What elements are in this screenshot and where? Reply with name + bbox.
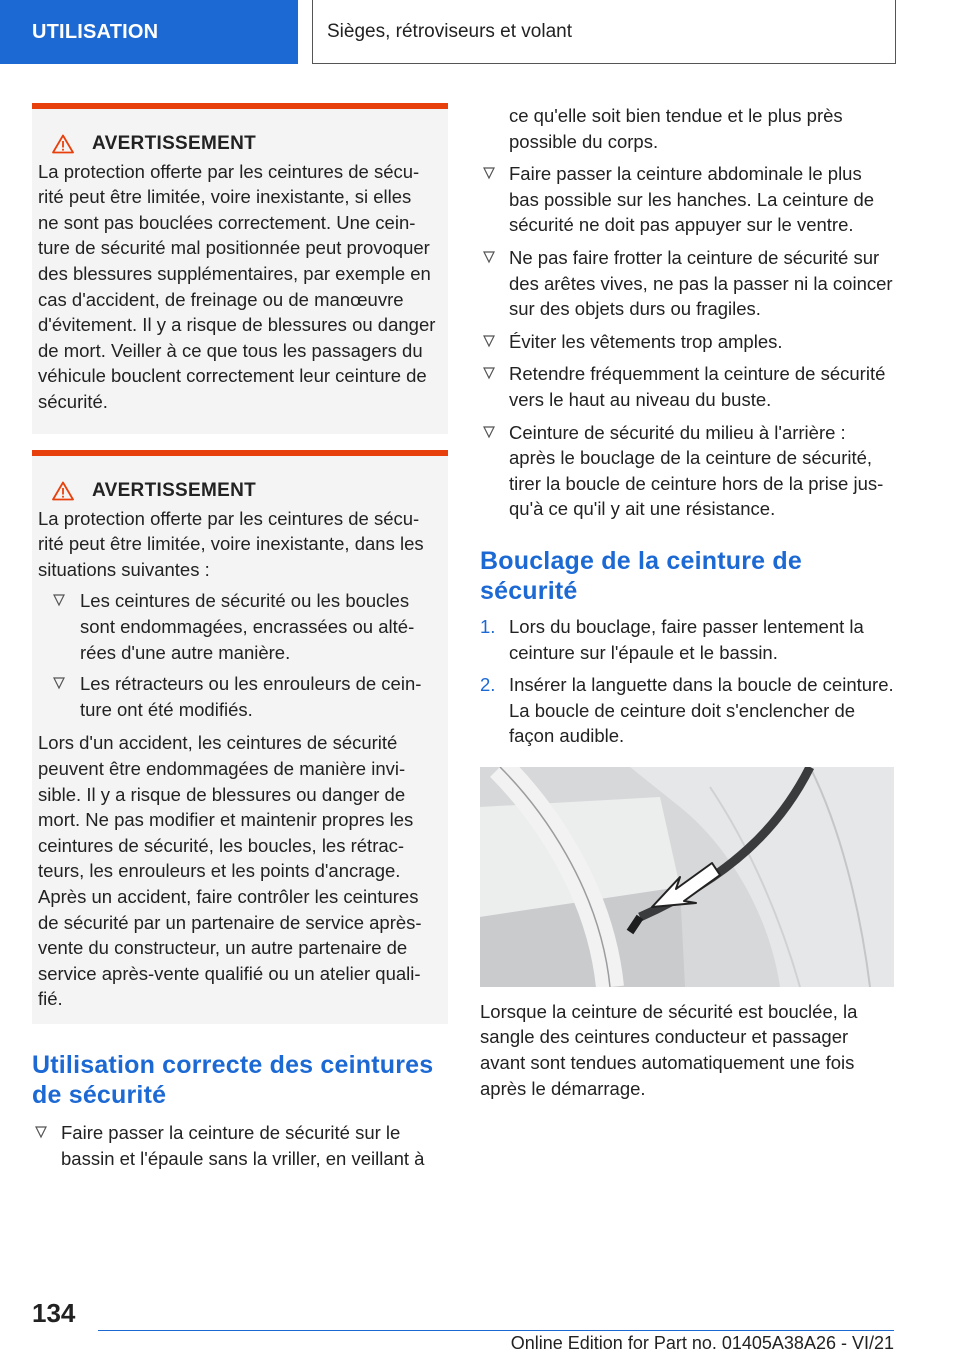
- warning-title: AVERTISSEMENT: [92, 480, 257, 501]
- bullet-triangle-icon: [34, 1125, 48, 1139]
- list-item-text: Les rétracteurs ou les enrouleurs de ceinture ont été modifiés.: [80, 673, 422, 720]
- list-item-text: Ne pas faire frotter la ceinture de sécurité sur des arêtes vives, ne pas la passer ni la coincer sur des objets durs ou fragiles.: [509, 246, 893, 320]
- section-title: Sièges, rétroviseurs et volant: [312, 0, 896, 64]
- bullet-triangle-icon: [482, 425, 496, 439]
- warning-box-2: [32, 450, 448, 1024]
- figure-caption: Lorsque la ceinture de sécurité est bouclée, la sangle des ceintures conducteur et passager avant sont tendues automatiquement une fois après le démarrage.: [480, 1000, 858, 1099]
- list-item-text: Faire passer la ceinture abdominale le plus bas possible sur les hanches. La ceinture de sécurité ne doit pas appuyer sur le ventre.: [509, 163, 875, 236]
- step-number: 2.: [480, 674, 496, 696]
- step-item: [480, 614, 894, 665]
- step-number: 1.: [480, 615, 496, 637]
- warning-title: AVERTISSEMENT: [92, 133, 257, 154]
- list-item: [38, 671, 436, 722]
- footer-divider: [98, 1330, 894, 1331]
- warning-triangle-icon: [52, 134, 74, 154]
- list-item-text: Les ceintures de sécurité ou les boucles sont endommagées, encrassées ou altérées d'une autre manière.: [80, 590, 415, 663]
- warning-header: [38, 478, 436, 504]
- usage-bullet-list: [32, 1120, 448, 1171]
- warning-box-1: [32, 103, 448, 434]
- bullet-triangle-icon: [482, 166, 496, 180]
- continuation-text: ce qu'elle soit bien tendue et le plus près possible du corps.: [509, 105, 843, 152]
- warning-triangle-icon: [52, 481, 74, 501]
- bullet-triangle-icon: [482, 366, 496, 380]
- list-item-text: Faire passer la ceinture de sécurité sur le bassin et l'épaule sans la vriller, en veillant à: [61, 1122, 425, 1169]
- warning-text: La protection offerte par les ceintures de sécurité peut être limitée, voire inexistante, si elles ne sont pas bouclées correctement. Une ceinture de sécurité mal positionnée peut provoquer des blessures supplémentaires, par exemple en cas d'accident, de freinage ou de manœuvre d'évitement. Il y a risque de blessures ou danger de mort. Veiller à ce que tous les passagers du véhicule bouclent correctement leur ceinture de sécurité.: [38, 160, 436, 412]
- list-item: [480, 361, 894, 412]
- bullet-triangle-icon: [482, 334, 496, 348]
- list-item-text: Ceinture de sécurité du milieu à l'arrière : après le bouclage de la ceinture de sécurité, tirer la boucle de ceinture hors de la prise jusqu'à ce qu'il y ait une résistance.: [509, 421, 884, 520]
- warning-outro: Lors d'un accident, les ceintures de sécurité peuvent être endommagées de manière invisible. Il y a risque de blessures ou danger de mort. Ne pas modifier et maintenir propres les ceintures de sécurité, les boucles, les rétracteurs, les enrouleurs et les points d'ancrage. Après un accident, faire contrôler les ceintures de sécurité par un partenaire de service après-vente du constructeur, un autre partenaire de service après-vente qualifié ou un atelier qualifié.: [38, 732, 422, 1010]
- bullet-triangle-icon: [52, 676, 66, 690]
- list-item-text: Éviter les vêtements trop amples.: [509, 330, 783, 352]
- list-item-text: Retendre fréquemment la ceinture de sécurité vers le haut au niveau du buste.: [509, 363, 886, 410]
- list-item: [480, 161, 894, 238]
- illustration-drawing: [480, 767, 894, 987]
- edition-footer: Online Edition for Part no. 01405A38A26 - VI/21: [510, 1333, 894, 1353]
- list-item: [480, 245, 894, 322]
- right-column: [480, 103, 894, 1101]
- step-text: Insérer la languette dans la boucle de ceinture. La boucle de ceinture doit s'enclencher de façon audible.: [509, 674, 894, 747]
- step-text: Lors du bouclage, faire passer lentement la ceinture sur l'épaule et le bassin.: [509, 615, 864, 663]
- steps-list: [480, 614, 894, 749]
- warning-intro: La protection offerte par les ceintures de sécurité peut être limitée, voire inexistante, dans les situations suivantes :: [38, 507, 424, 580]
- list-item: [480, 420, 894, 522]
- section-heading: Bouclage de la ceinture de sécurité: [480, 546, 802, 605]
- bullet-triangle-icon: [52, 593, 66, 607]
- warning-header: [38, 131, 436, 157]
- chapter-tab: UTILISATION: [0, 0, 298, 64]
- bullet-triangle-icon: [482, 250, 496, 264]
- list-item: [480, 329, 894, 355]
- page-number: 134: [32, 1298, 76, 1328]
- warning-bullet-list: [38, 588, 436, 722]
- usage-bullet-list-continued: [480, 161, 894, 522]
- step-item: [480, 672, 894, 749]
- section-heading: Utilisation correcte des ceintures de sécurité: [32, 1051, 434, 1109]
- list-item: [32, 1120, 448, 1171]
- list-item: [38, 588, 436, 665]
- left-column: [32, 103, 448, 1178]
- seatbelt-buckle-illustration: [480, 767, 894, 987]
